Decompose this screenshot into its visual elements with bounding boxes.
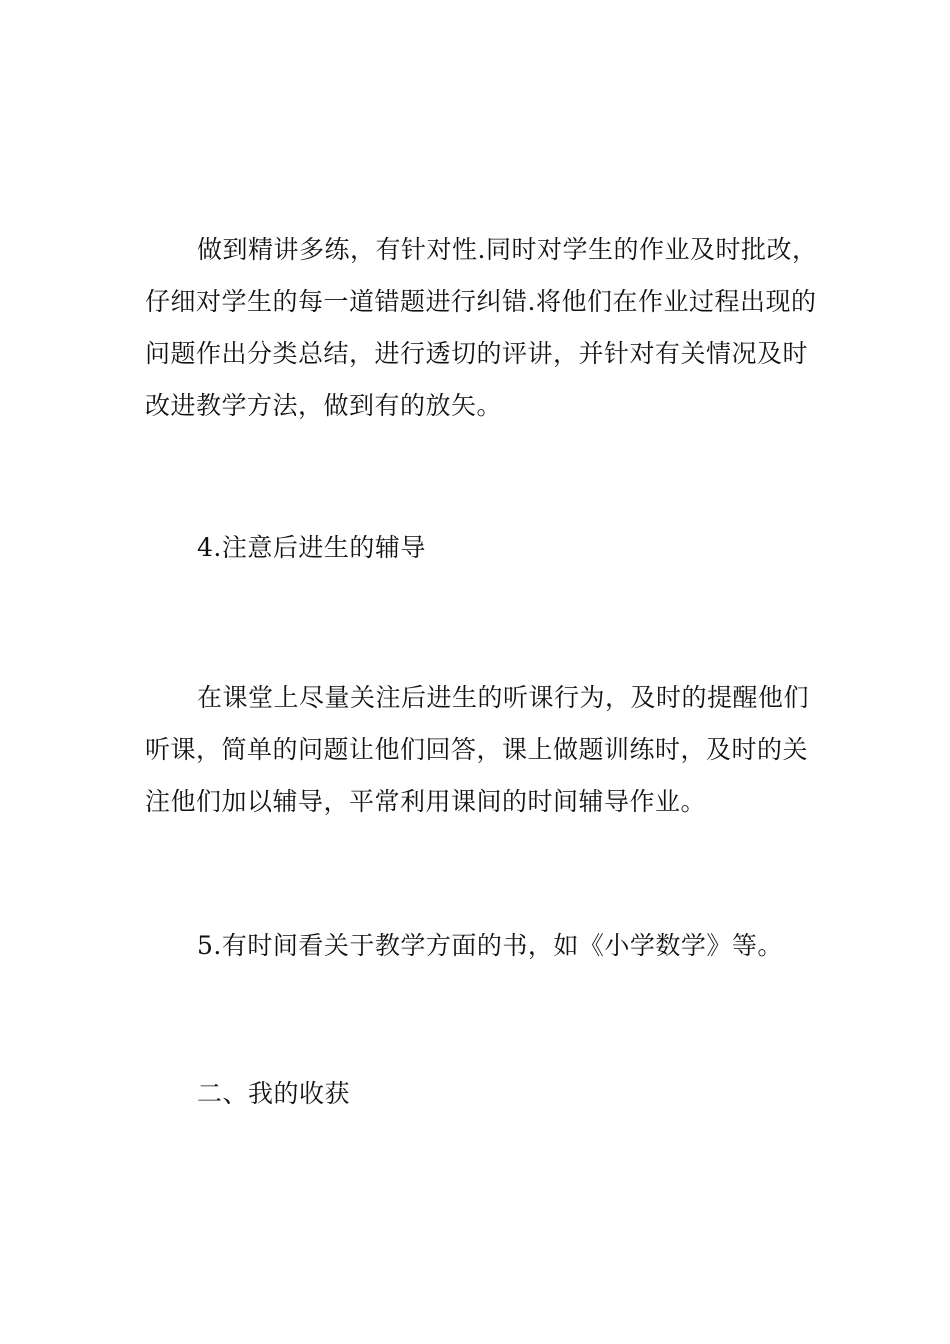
paragraph-reading-books: 5.有时间看关于教学方面的书，如《小学数学》等。 [197,931,783,960]
section-heading-my-gains: 二、我的收获 [197,1079,351,1108]
heading-tutoring-struggling-students: 4.注意后进生的辅导 [197,533,426,562]
paragraph-practice-and-correction: 做到精讲多练，有针对性.同时对学生的作业及时批改，仔细对学生的每一道错题进行纠错.将他们在作业过程出现的问题作出分类总结，进行透切的评讲，并针对有关情况及时改进教学方法，做到有的放矢。 [145,235,818,420]
paragraph-classroom-attention: 在课堂上尽量关注后进生的听课行为，及时的提醒他们听课，简单的问题让他们回答，课上做题训练时，及时的关注他们加以辅导，平常利用课间的时间辅导作业。 [145,683,810,816]
